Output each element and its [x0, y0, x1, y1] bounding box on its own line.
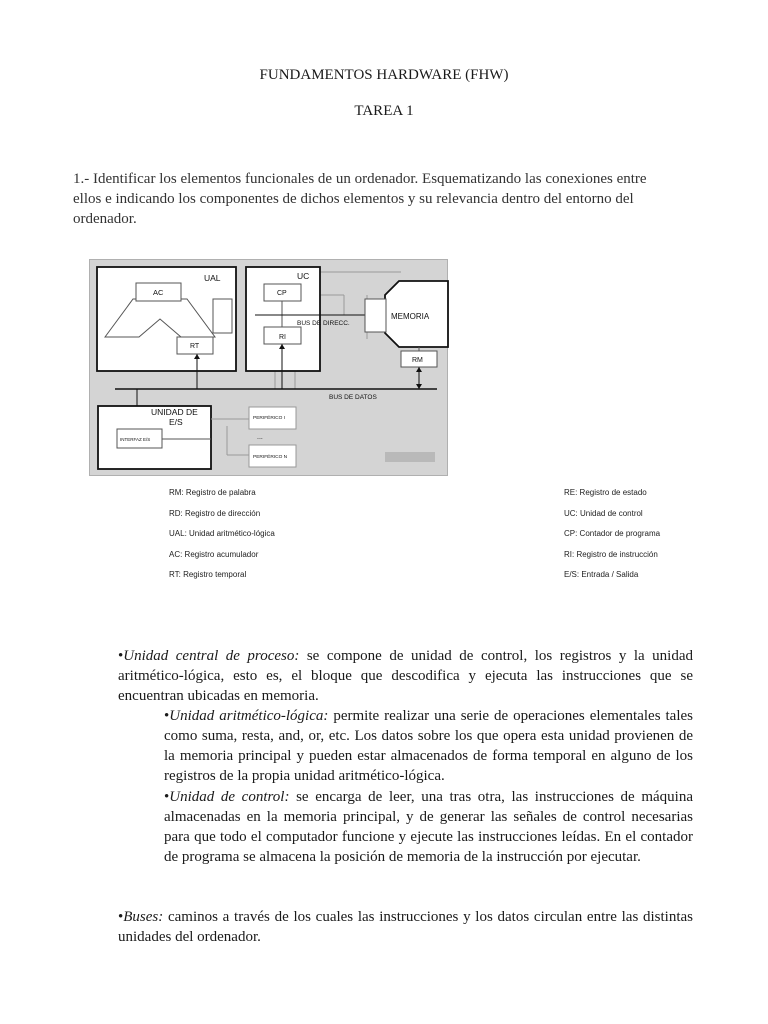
bullet-mark: •	[164, 708, 170, 724]
document-title: FUNDAMENTOS HARDWARE (FHW)	[259, 67, 509, 83]
watermark-blur	[385, 452, 435, 462]
legend-item: RI: Registro de instrucción	[564, 549, 658, 559]
ri-label: RI	[279, 334, 286, 341]
bullet-mark: •	[118, 648, 124, 664]
memoria-label: MEMORIA	[391, 312, 430, 321]
legend-item: RD: Registro de dirección	[169, 508, 261, 518]
es-label-line2: E/S	[169, 417, 183, 427]
bullet-alu-text: permite realizar una serie de operaciones elementales tales como suma, resta, and, or, etc. Los datos sobre los que opera esta unidad provienen de la memoria principal y pueden estar almacenados de forma temporal en alguno de los registros de la propia unidad aritmético-lógica.	[164, 708, 693, 784]
bullet-buses-label: Buses:	[123, 909, 164, 925]
legend-item: UC: Unidad de control	[564, 508, 643, 518]
status-register	[213, 299, 232, 333]
rt-label: RT	[190, 343, 200, 350]
periferico-1-label: PERIFÉRICO I	[253, 416, 285, 421]
computer-architecture-diagram	[89, 259, 449, 477]
bus-direcc-label: BUS DE DIRECC.	[297, 320, 350, 327]
es-label-line1: UNIDAD DE	[151, 407, 198, 417]
periferico-dots: ...	[257, 434, 263, 441]
uc-label: UC	[297, 271, 310, 281]
bullet-cpu-text: se compone de unidad de control, los registros y la unidad aritmético-lógica, esto es, el bloque que descodifica y ejecuta las instrucciones que se encuentran ubicadas en memoria.	[118, 648, 694, 704]
bus-datos-label: BUS DE DATOS	[329, 394, 377, 401]
legend-item: RT: Registro temporal	[169, 570, 247, 579]
bullet-mark: •	[118, 909, 124, 925]
bullet-control-unit	[164, 787, 693, 867]
legend-left	[169, 487, 275, 590]
legend-right	[564, 487, 660, 590]
bullet-buses	[118, 907, 693, 947]
cp-label: CP	[277, 290, 287, 297]
interfaz-label: INTERFAZ E/S	[120, 437, 151, 442]
document-subtitle: TAREA 1	[354, 103, 414, 119]
bullet-alu	[164, 706, 693, 786]
ac-label: AC	[153, 288, 164, 297]
question-text: 1.- Identificar los elementos funcionales de un ordenador. Esquematizando las conexiones entre ellos e indicando los componentes de dichos elementos y su relevancia dentro del entorno del ordenador.	[73, 171, 647, 227]
legend-item: E/S: Entrada / Salida	[564, 570, 639, 579]
bullet-cpu-label: Unidad central de proceso:	[123, 648, 300, 664]
bullet-control-unit-label: Unidad de control:	[169, 789, 290, 805]
periferico-n-label: PERIFÉRICO N	[253, 455, 288, 460]
bullet-alu-label: Unidad aritmético-lógica:	[169, 708, 329, 724]
legend-item: AC: Registro acumulador	[169, 549, 259, 559]
legend-item: RE: Registro de estado	[564, 488, 647, 497]
uc-block	[246, 267, 320, 371]
bullet-mark: •	[164, 789, 170, 805]
rd-register	[365, 299, 386, 332]
legend-item: RM: Registro de palabra	[169, 488, 256, 497]
ual-label: UAL	[204, 273, 221, 283]
bullet-control-unit-text: se encarga de leer, una tras otra, las instrucciones de máquina almacenadas en la memoria principal, y de generar las señales de control necesarias para que todo el computador funcione y ejecute las instrucciones leídas. En el contador de programa se almacena la posición de memoria de la instrucción por ejecutar.	[164, 789, 693, 865]
rm-label: RM	[412, 357, 423, 364]
legend-item: CP: Contador de programa	[564, 529, 661, 538]
legend-item: UAL: Unidad aritmético-lógica	[169, 529, 275, 538]
bullet-buses-text: caminos a través de los cuales las instrucciones y los datos circulan entre las distintas unidades del ordenador.	[118, 909, 693, 945]
bullet-cpu	[118, 646, 693, 706]
